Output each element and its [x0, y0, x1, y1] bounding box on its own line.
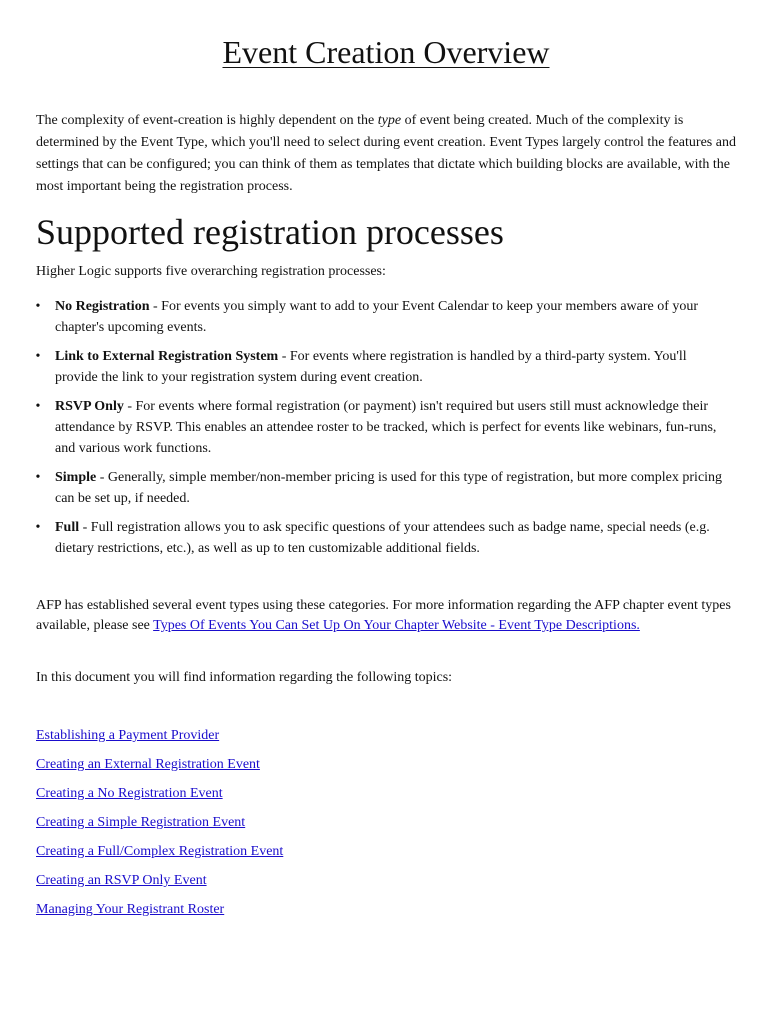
afp-paragraph: [36, 596, 736, 636]
item-term: Full: [55, 520, 80, 535]
item-description: - For events where registration is handled by a third-party system. You'll provide the link to your registration system during event creation.: [55, 349, 687, 385]
topics-intro: In this document you will find information regarding the following topics:: [36, 670, 453, 685]
item-term: Link to External Registration System: [55, 349, 279, 364]
event-types-link[interactable]: Types Of Events You Can Set Up On Your Chapter Website - Event Type Descriptions.: [153, 618, 640, 633]
topic-item: [36, 755, 283, 784]
intro-text-start: The complexity of event-creation is highly dependent on the: [36, 113, 378, 128]
intro-emphasis: type: [377, 113, 402, 128]
section-heading: Supported registration processes: [36, 212, 504, 252]
page-title: Event Creation Overview: [222, 34, 550, 70]
topic-link-registrant-roster[interactable]: Managing Your Registrant Roster: [36, 902, 225, 917]
topic-link-external-registration[interactable]: Creating an External Registration Event: [36, 757, 260, 772]
topic-item: [36, 813, 283, 842]
list-item: [36, 296, 726, 338]
bullet-icon: •: [35, 520, 41, 535]
topic-item: [36, 871, 283, 900]
bullet-icon: •: [35, 470, 41, 485]
list-item: [36, 396, 726, 459]
list-item: [36, 467, 726, 509]
topic-link-payment-provider[interactable]: Establishing a Payment Provider: [36, 728, 220, 743]
item-description: - Generally, simple member/non-member pricing is used for this type of registration, but more complex pricing can be set up, if needed.: [55, 470, 723, 506]
list-item: [36, 517, 726, 559]
item-description: - For events where formal registration (or payment) isn't required but users still must acknowledge their attendance by RSVP. This enables an attendee roster to be tracked, which is perfect for events like webinars, fun-runs, and various work functions.: [55, 399, 717, 456]
intro-text-end: of event being created. Much of the complexity is determined by the Event Type, which you'll need to select during event creation. Event Types largely control the features and settings that can be configured; you can think of them as templates that dictate which building blocks are available, with the most important being the registration process.: [36, 113, 736, 194]
topic-item: [36, 726, 283, 755]
topic-link-rsvp-only[interactable]: Creating an RSVP Only Event: [36, 873, 207, 888]
item-description: - Full registration allows you to ask specific questions of your attendees such as badge name, special needs (e.g. dietary restrictions, etc.), as well as up to ten customizable additional fields.: [55, 520, 710, 556]
topic-item: [36, 784, 283, 813]
item-term: RSVP Only: [55, 399, 124, 414]
intro-paragraph: [36, 110, 736, 198]
item-description: - For events you simply want to add to your Event Calendar to keep your members aware of your chapter's upcoming events.: [55, 299, 699, 335]
topic-item: [36, 900, 283, 929]
topic-link-simple-registration[interactable]: Creating a Simple Registration Event: [36, 815, 246, 830]
bullet-icon: •: [35, 399, 41, 414]
section-lead: Higher Logic supports five overarching registration processes:: [36, 264, 386, 279]
bullet-icon: •: [35, 299, 41, 314]
topic-item: [36, 842, 283, 871]
bullet-icon: •: [35, 349, 41, 364]
topic-link-no-registration[interactable]: Creating a No Registration Event: [36, 786, 223, 801]
afp-text: AFP has established several event types using these categories. For more information regarding the AFP chapter event types available, please see: [36, 598, 731, 633]
item-term: No Registration: [55, 299, 150, 314]
item-term: Simple: [55, 470, 97, 485]
topics-list: [36, 726, 283, 929]
registration-process-list: [36, 296, 726, 567]
list-item: [36, 346, 726, 388]
topic-link-full-registration[interactable]: Creating a Full/Complex Registration Event: [36, 844, 284, 859]
